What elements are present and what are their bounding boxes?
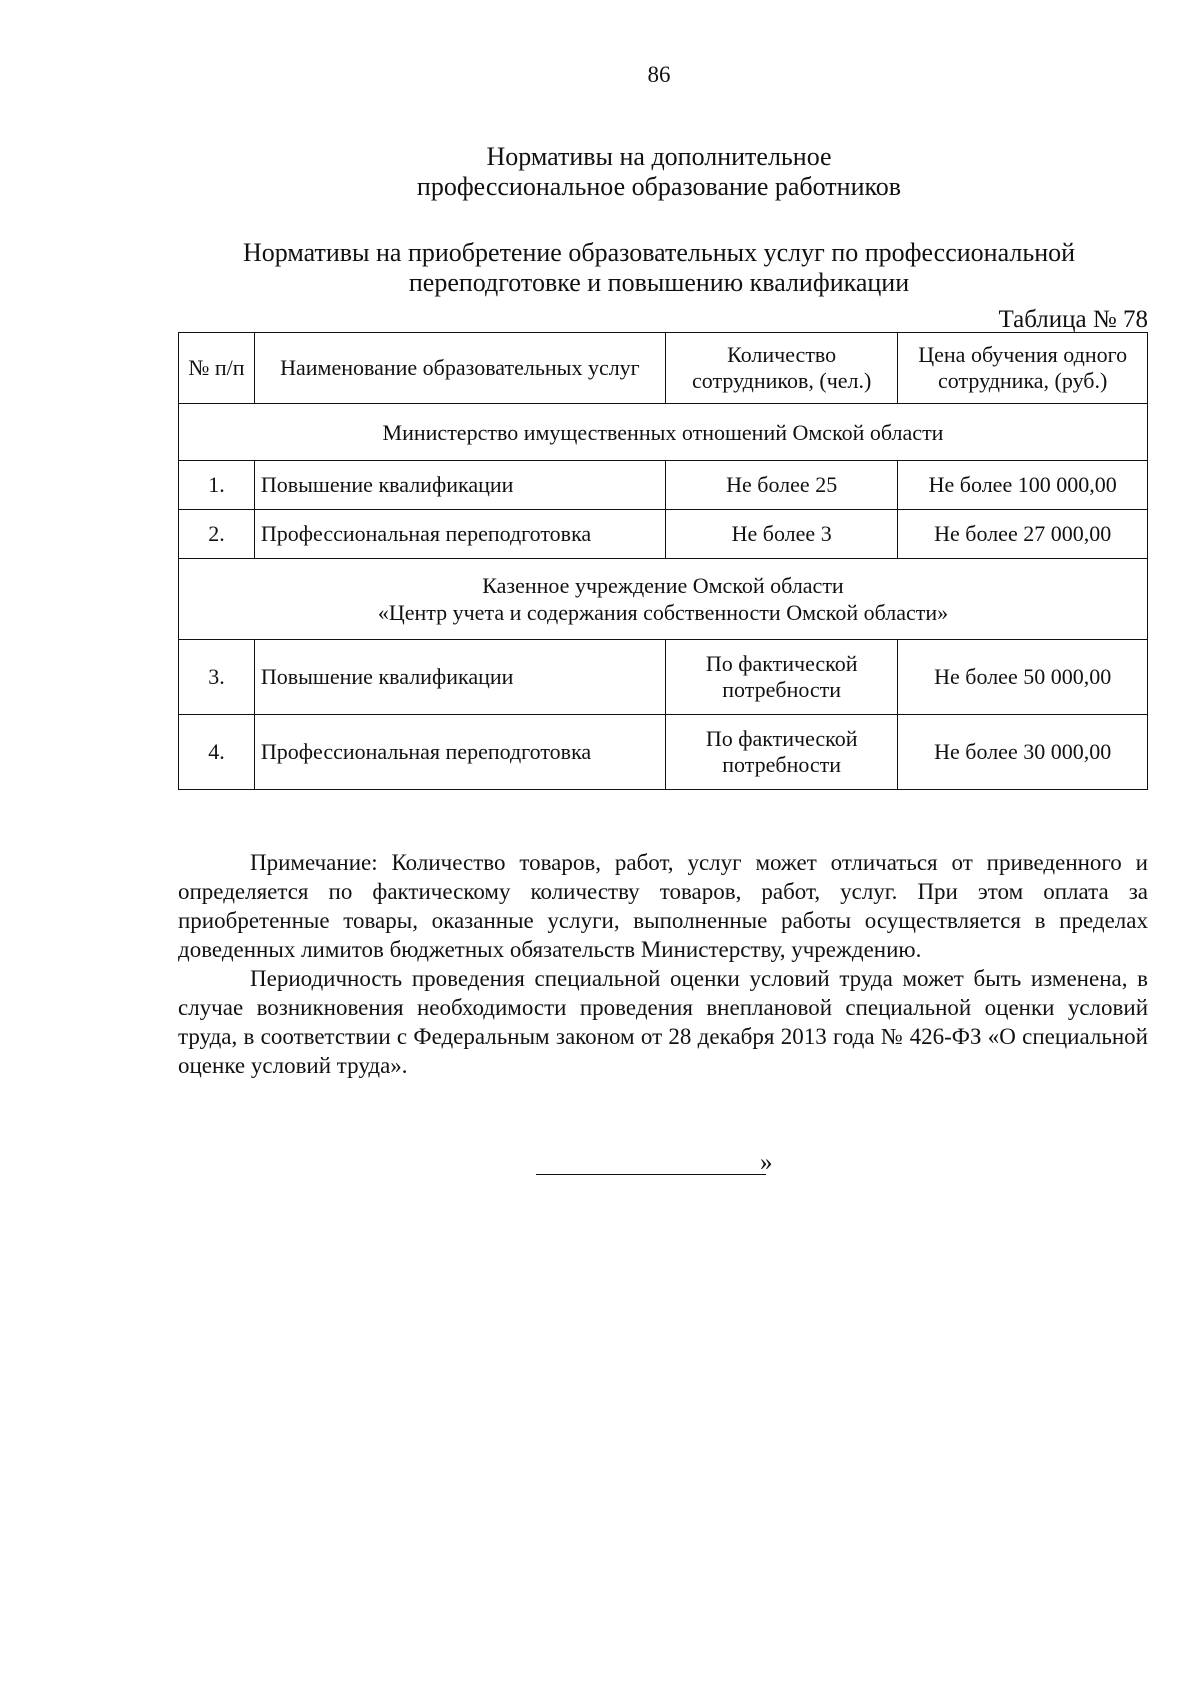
- note-paragraph-2: Периодичность проведения специальной оценки условий труда может быть изменена, в случае возникновения необходимости проведения внеплановой специальной оценки условий труда, в соответствии с Федеральным законом от 28 декабря 2013 года № 426-ФЗ «О специальной оценке условий труда».: [178, 966, 1148, 1078]
- cell-no: 2.: [179, 510, 255, 559]
- section-title: [0, 238, 1200, 298]
- section-name-line-1: Министерство имущественных отношений Омской области: [382, 419, 944, 445]
- table-row: [179, 461, 1148, 510]
- norms-table: [178, 332, 1148, 790]
- cell-qty: Не более 3: [665, 510, 897, 559]
- cell-qty: Не более 25: [665, 461, 897, 510]
- cell-price: Не более 50 000,00: [898, 640, 1148, 715]
- cell-name: Повышение квалификации: [254, 461, 665, 510]
- table-row: [179, 640, 1148, 715]
- closing-quote-mark: »: [760, 1149, 773, 1176]
- cell-name: Профессиональная переподготовка: [254, 510, 665, 559]
- cell-no: 3.: [179, 640, 255, 715]
- section-title-cell: [179, 404, 1148, 461]
- section-name-line-1: Казенное учреждение Омской области: [482, 573, 844, 598]
- cell-price: Не более 27 000,00: [898, 510, 1148, 559]
- section-row: [179, 404, 1148, 461]
- closing-line: [536, 1150, 766, 1175]
- section-title-line-2: переподготовке и повышению квалификации: [408, 268, 910, 297]
- cell-qty: По фактической потребности: [665, 640, 897, 715]
- cell-qty: По фактической потребности: [665, 715, 897, 790]
- page-number: 86: [647, 62, 671, 87]
- table-label: Таблица № 78: [998, 306, 1148, 333]
- header-price: Цена обучения одного сотрудника, (руб.): [898, 333, 1148, 404]
- header-name: Наименование образовательных услуг: [254, 333, 665, 404]
- cell-name: Профессиональная переподготовка: [254, 715, 665, 790]
- page-title: [0, 142, 1200, 202]
- cell-no: 4.: [179, 715, 255, 790]
- section-name-line-2: «Центр учета и содержания собственности Омской области»: [377, 600, 949, 625]
- table-header-row: [179, 333, 1148, 404]
- section-title-cell: [179, 559, 1148, 640]
- page-title-line-2: профессиональное образование работников: [416, 172, 902, 201]
- header-no: № п/п: [179, 333, 255, 404]
- table-row: [179, 510, 1148, 559]
- page-title-line-1: Нормативы на дополнительное: [486, 142, 832, 171]
- cell-name: Повышение квалификации: [254, 640, 665, 715]
- cell-no: 1.: [179, 461, 255, 510]
- header-qty: Количество сотрудников, (чел.): [665, 333, 897, 404]
- notes-block: [178, 848, 1148, 1080]
- cell-price: Не более 30 000,00: [898, 715, 1148, 790]
- table-row: [179, 715, 1148, 790]
- section-title-line-1: Нормативы на приобретение образовательных услуг по профессиональной: [242, 238, 1076, 267]
- section-row: [179, 559, 1148, 640]
- note-paragraph-1: Примечание: Количество товаров, работ, услуг может отличаться от приведенного и определяется по фактическому количеству товаров, работ, услуг. При этом оплата за приобретенные товары, оказанные услуги, выполненные работы осуществляется в пределах доведенных лимитов бюджетных обязательств Министерству, учреждению.: [178, 850, 1148, 962]
- cell-price: Не более 100 000,00: [898, 461, 1148, 510]
